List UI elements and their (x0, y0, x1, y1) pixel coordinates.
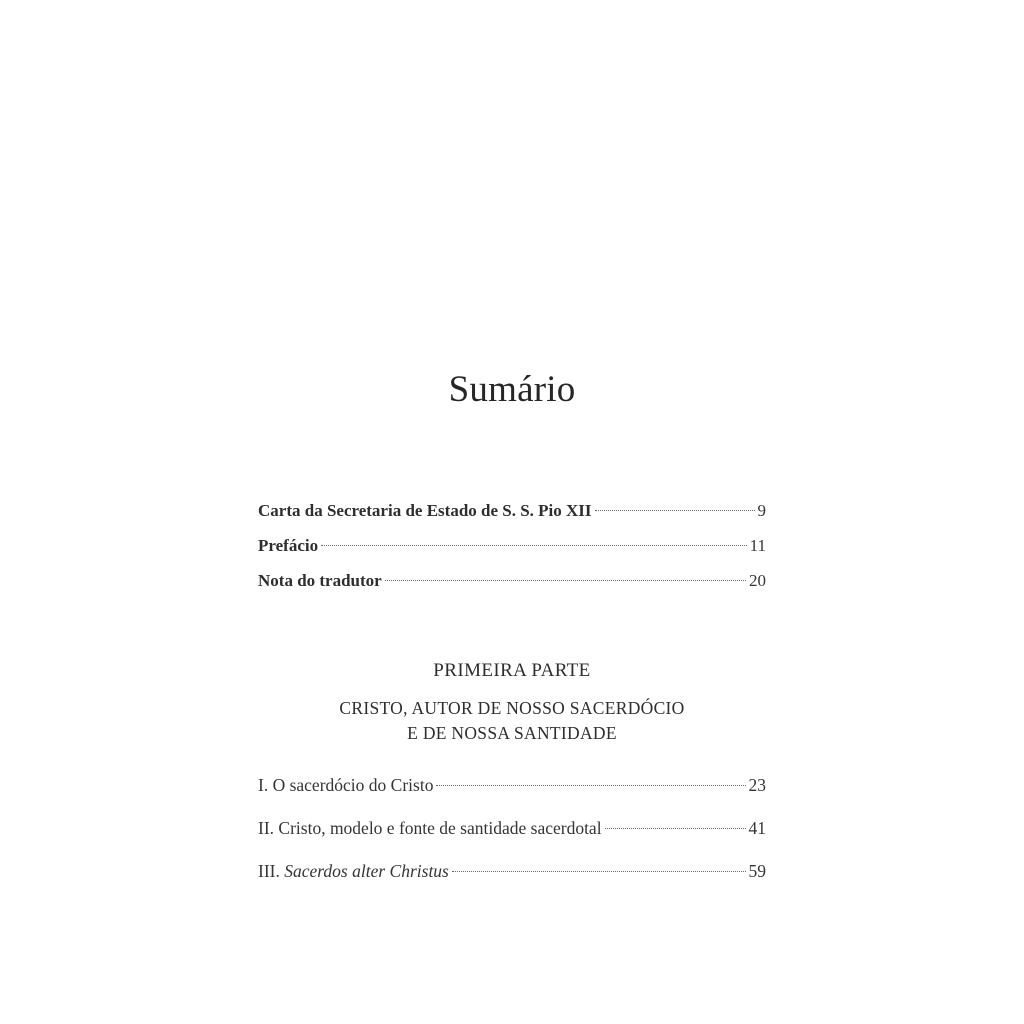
chapter-title: Cristo, modelo e fonte de santidade sacerdotal (278, 818, 602, 838)
chapter-title: Sacerdos alter Christus (284, 861, 449, 881)
toc-entry-nota-do-tradutor[interactable] (258, 570, 766, 592)
toc-entry-page: 23 (748, 775, 766, 795)
toc-entry-page: 41 (748, 818, 766, 838)
page-title: Sumário (448, 369, 576, 410)
toc-entry-prefacio[interactable] (258, 535, 766, 557)
toc-entry-chapter-1[interactable] (258, 774, 766, 796)
chapter-number: II. (258, 818, 275, 838)
dot-leader (605, 828, 746, 829)
dot-leader (385, 580, 746, 581)
toc-entry-page: 59 (748, 861, 766, 881)
toc-entry-label: Nota do tradutor (258, 571, 382, 590)
part-subtitle-line-2: E DE NOSSA SANTIDADE (407, 723, 617, 743)
toc-entry-chapter-3[interactable] (258, 860, 766, 882)
toc-entry-chapter-2[interactable] (258, 817, 766, 839)
toc-entry-page: 11 (749, 536, 766, 555)
chapter-number: I. (258, 775, 269, 795)
part-subtitle-line-1: CRISTO, AUTOR DE NOSSO SACERDÓCIO (339, 698, 685, 718)
toc-entry-label (258, 774, 433, 796)
toc-entry-label: Prefácio (258, 536, 319, 555)
toc-entry-label (258, 817, 602, 839)
toc-entry-page: 9 (757, 501, 766, 520)
toc-entry-label: Carta da Secretaria de Estado de S. S. Pio XII (258, 501, 592, 520)
toc-entry-label (258, 860, 449, 882)
dot-leader (321, 545, 747, 546)
toc-entry-carta[interactable] (258, 500, 766, 522)
dot-leader (436, 785, 745, 786)
chapter-number: III. (258, 861, 280, 881)
toc-entry-page: 20 (749, 571, 766, 590)
part-heading: PRIMEIRA PARTE (433, 660, 591, 681)
chapter-title: O sacerdócio do Cristo (272, 775, 434, 795)
dot-leader (595, 510, 755, 511)
dot-leader (452, 871, 746, 872)
